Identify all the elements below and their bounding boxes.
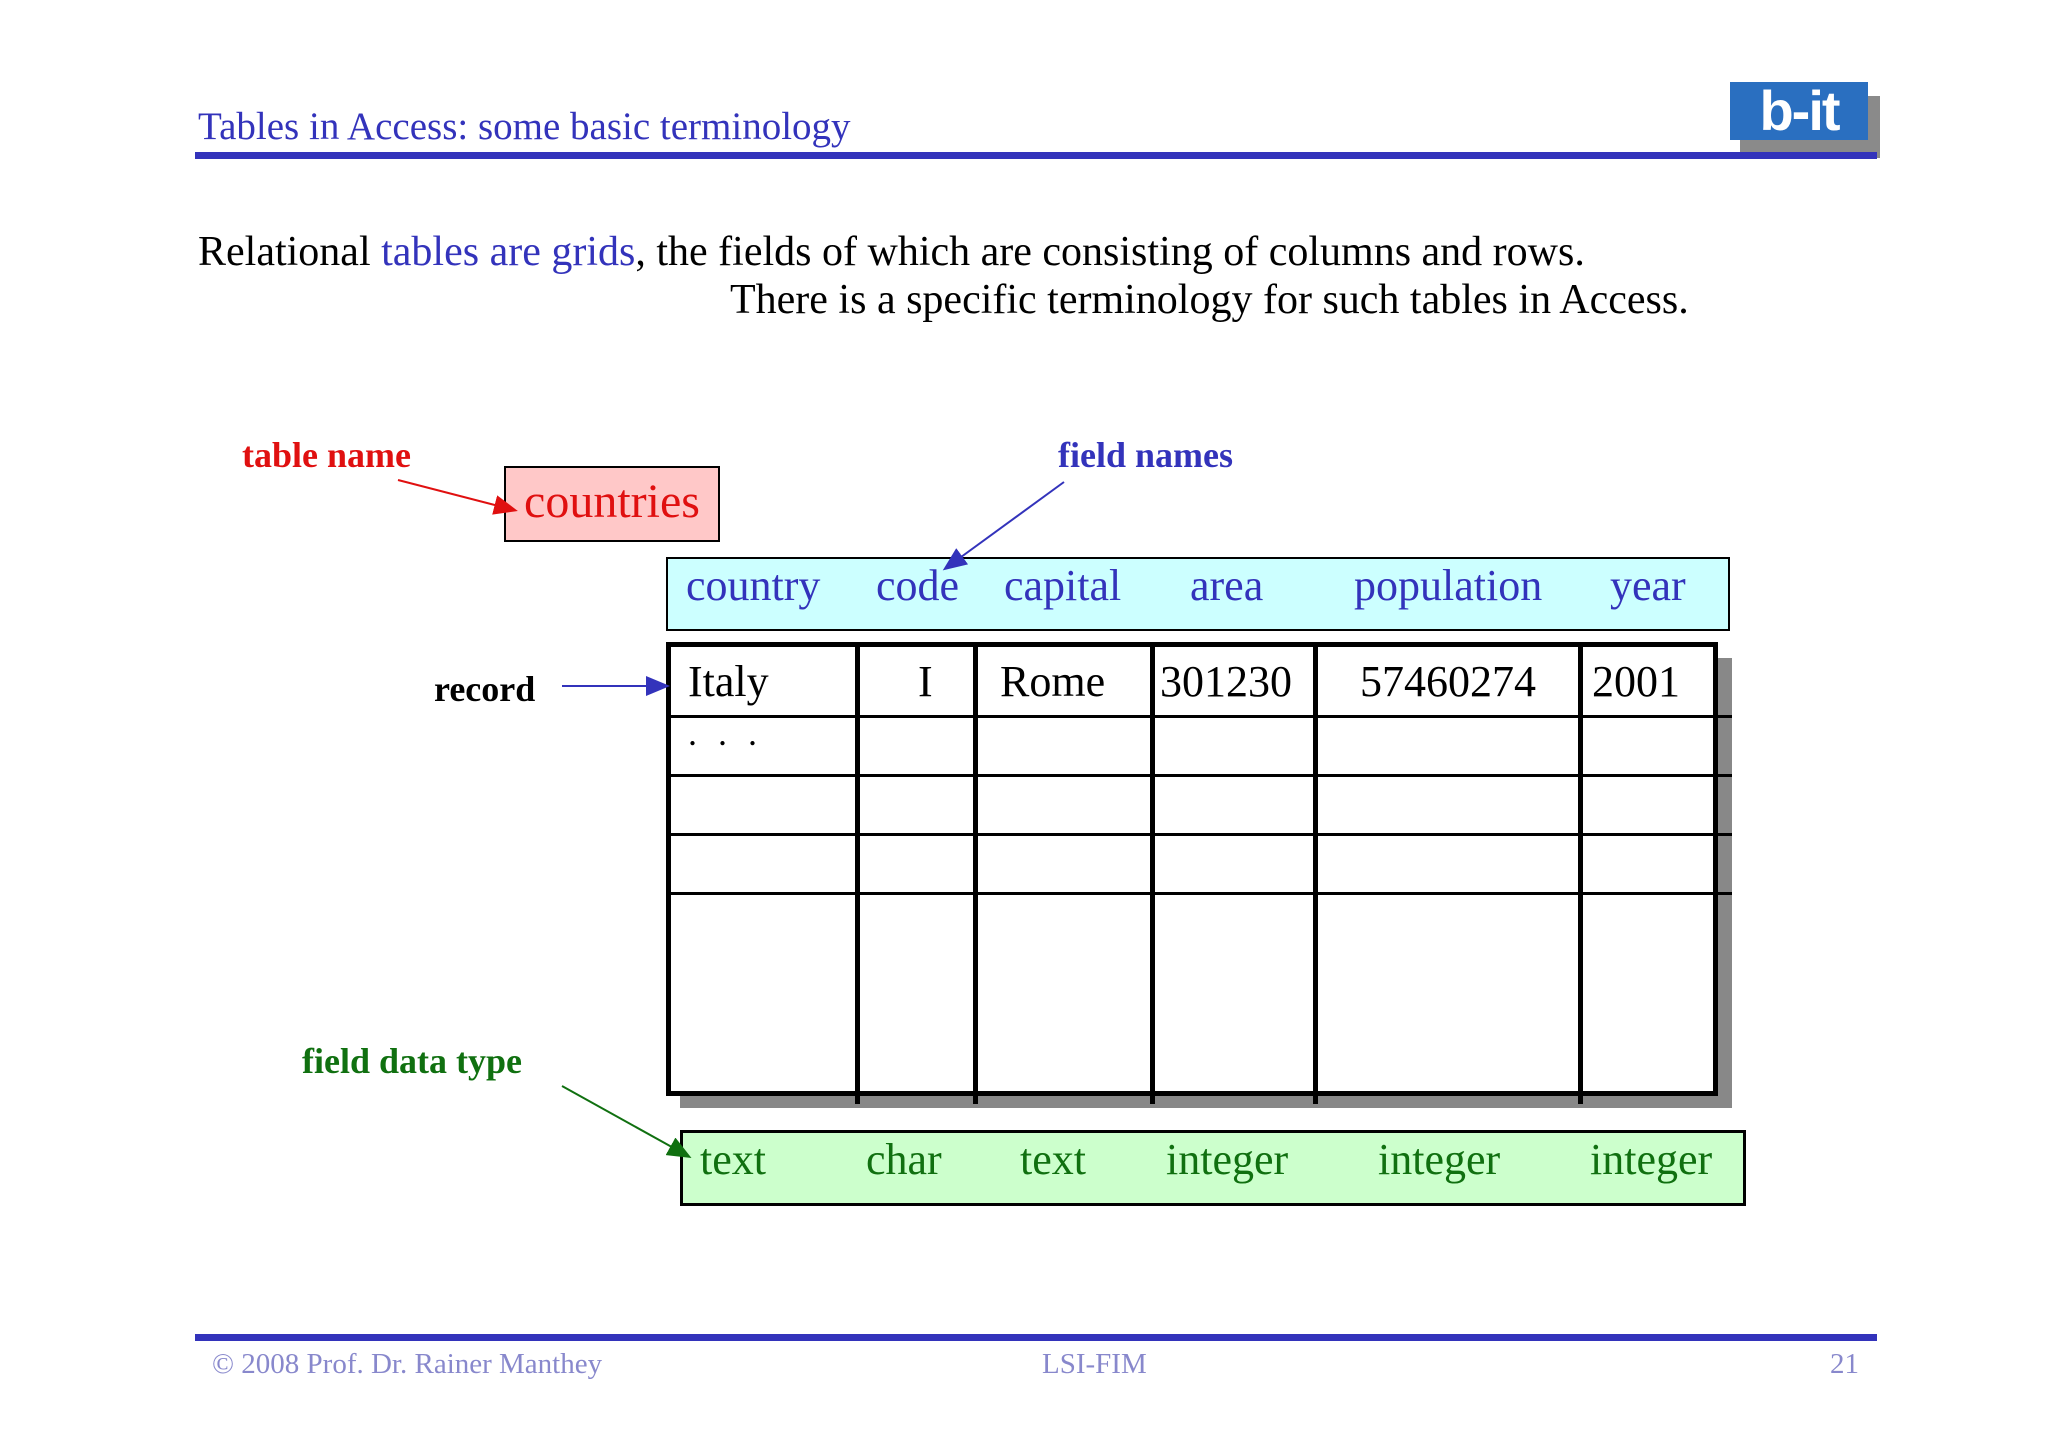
slide-title: Tables in Access: some basic terminology xyxy=(198,105,851,148)
field-type-capital: text xyxy=(1020,1135,1086,1184)
field-name-code: code xyxy=(876,561,960,610)
page-number: 21 xyxy=(1830,1348,1859,1380)
field-name-population: population xyxy=(1354,561,1543,610)
label-table-name: table name xyxy=(242,435,411,475)
label-field-names: field names xyxy=(1058,435,1233,475)
intro-line-2: There is a specific terminology for such tables in Access. xyxy=(730,277,1689,323)
arrow-field-data-type xyxy=(562,1086,688,1156)
footer-rule xyxy=(195,1334,1877,1341)
record-cell-area: 301230 xyxy=(1160,657,1292,706)
arrow-table-name xyxy=(398,480,514,510)
field-name-capital: capital xyxy=(1004,561,1122,610)
field-type-area: integer xyxy=(1166,1135,1289,1184)
field-name-area: area xyxy=(1190,561,1264,610)
field-type-year: integer xyxy=(1590,1135,1713,1184)
continuation-dots: . . . xyxy=(688,713,763,753)
record-cell-population: 57460274 xyxy=(1360,657,1536,706)
field-name-country: country xyxy=(686,561,821,610)
b-it-logo: b-it xyxy=(1730,82,1868,140)
table-name-box: countries xyxy=(504,466,720,542)
record-cell-code: I xyxy=(918,657,933,706)
footer-copyright: © 2008 Prof. Dr. Rainer Manthey xyxy=(212,1348,603,1380)
field-name-year: year xyxy=(1610,561,1686,610)
record-cell-country: Italy xyxy=(688,657,769,706)
arrow-field-names xyxy=(946,482,1064,568)
intro-post: , the fields of which are consisting of columns and rows. xyxy=(635,229,1585,275)
record-cell-capital: Rome xyxy=(1000,657,1106,706)
record-cell-year: 2001 xyxy=(1592,657,1680,706)
field-type-country: text xyxy=(700,1135,766,1184)
label-field-data-type: field data type xyxy=(302,1041,522,1081)
intro-pre: Relational xyxy=(198,229,382,275)
intro-highlight: tables are grids xyxy=(381,229,636,275)
field-type-population: integer xyxy=(1378,1135,1501,1184)
field-type-code: char xyxy=(866,1135,942,1184)
label-record: record xyxy=(434,669,536,709)
footer-center: LSI-FIM xyxy=(1042,1348,1147,1380)
